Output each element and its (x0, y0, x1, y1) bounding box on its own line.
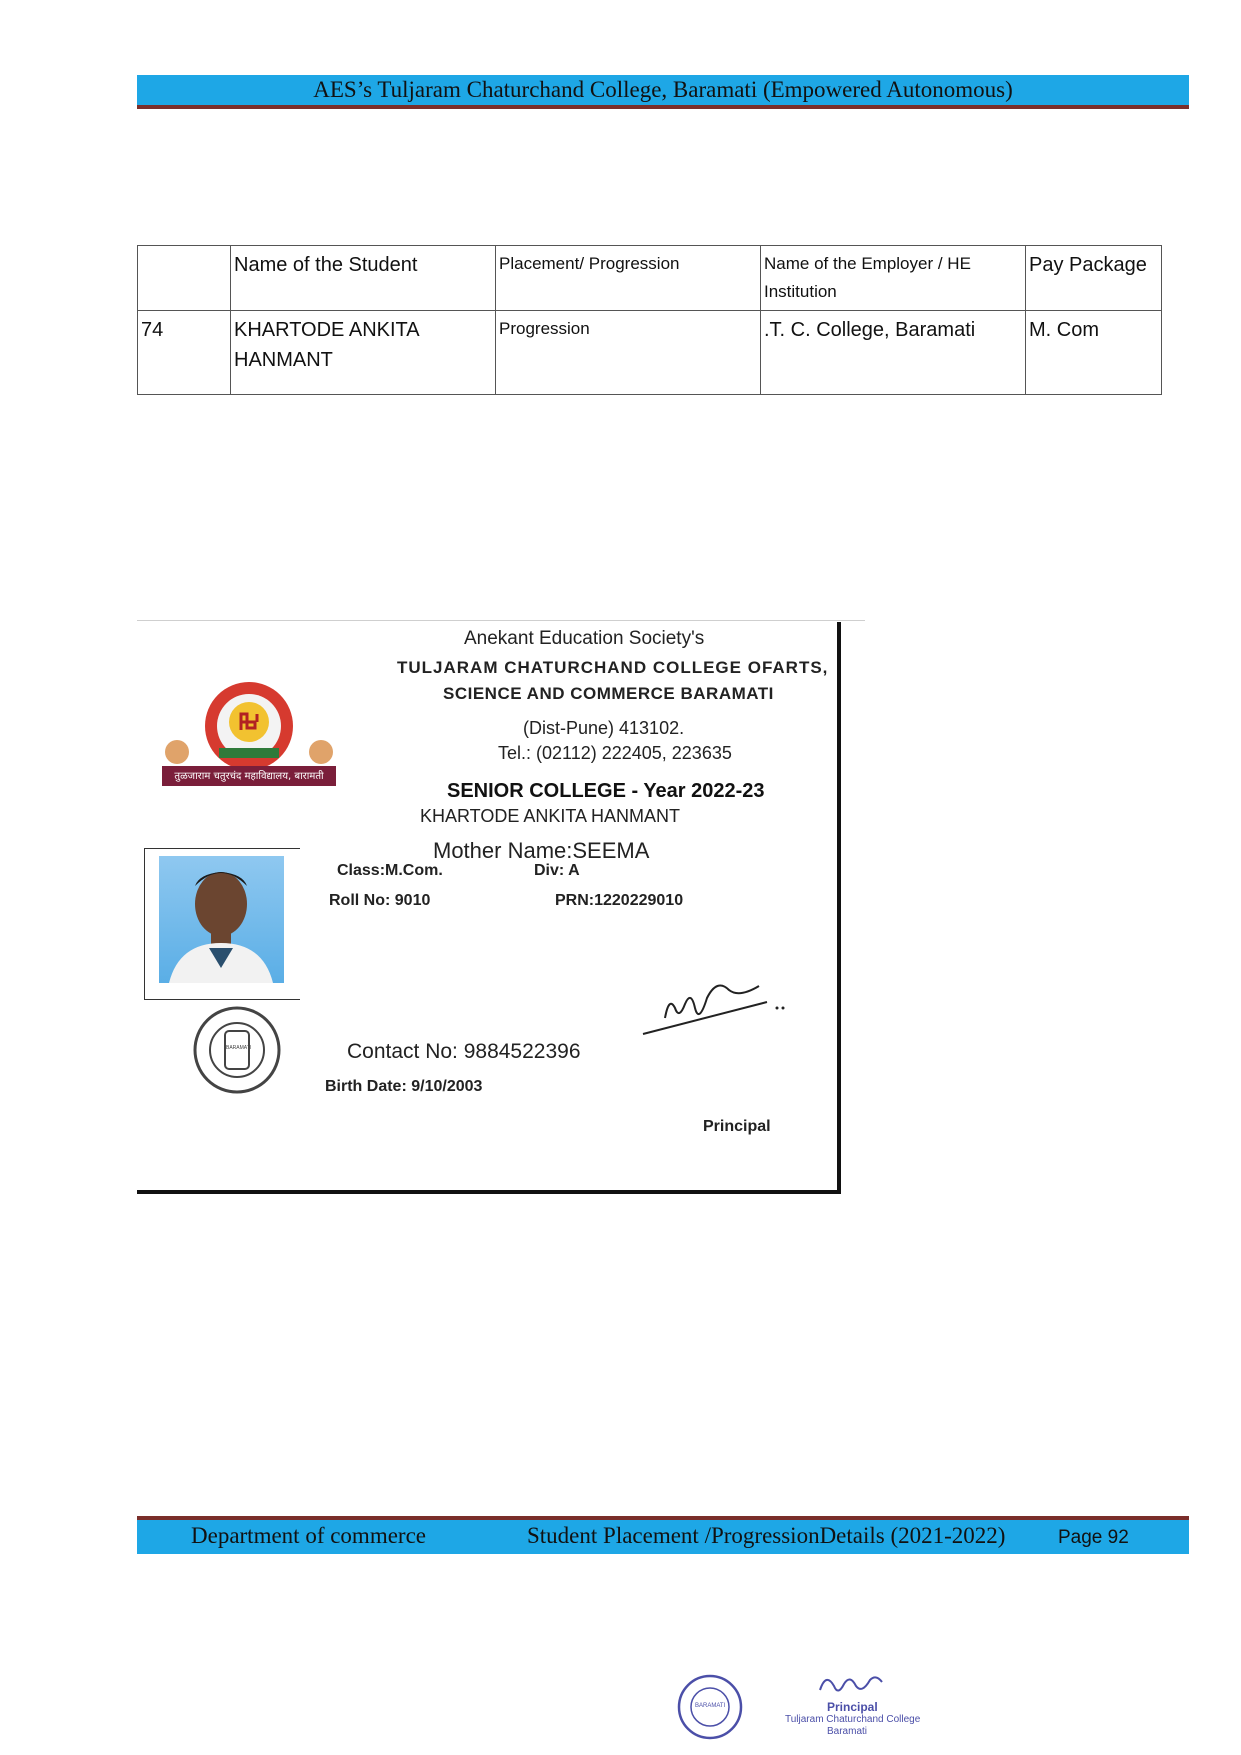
student-id-card (137, 620, 842, 1192)
college-address: (Dist-Pune) 413102. (523, 718, 685, 738)
card-birth-date: Birth Date: 9/10/2003 (325, 1078, 483, 1095)
page-header (137, 75, 1189, 109)
card-student-name: KHARTODE ANKITA HANMANT (420, 806, 681, 826)
college-logo (159, 678, 339, 798)
bottom-college-name: Tuljaram Chaturchand College (785, 1714, 921, 1725)
card-principal-label: Principal (703, 1118, 771, 1135)
college-name-line2: SCIENCE AND COMMERCE BARAMATI (443, 684, 774, 703)
college-telephone: Tel.: (02112) 222405, 223635 (498, 743, 732, 763)
table-header-row (138, 246, 1162, 311)
table-header-cell (138, 246, 231, 311)
footer-title: Student Placement /ProgressionDetails (2021-2022) (527, 1523, 1006, 1548)
placement-table (137, 245, 1162, 395)
table-cell: KHARTODE ANKITA HANMANT (231, 311, 496, 395)
bottom-signature-block (675, 1670, 935, 1750)
college-stamp (187, 1005, 287, 1095)
card-section: SENIOR COLLEGE - Year 2022-23 (447, 780, 765, 802)
bottom-principal: Principal (827, 1700, 878, 1714)
table-header-cell: Name of the Student (231, 246, 496, 311)
table-header-cell: Pay Package (1026, 246, 1162, 311)
header-title: AES’s Tuljaram Chaturchand College, Baramati (Empowered Autonomous) (313, 77, 1013, 102)
card-roll-no: Roll No: 9010 (329, 892, 431, 909)
bottom-stamp-text: BARAMATI (695, 1703, 726, 1709)
table-cell: Progression (496, 311, 761, 395)
student-photo-image (159, 856, 284, 983)
principal-signature (637, 972, 797, 1047)
footer-page-number: Page 92 (1058, 1527, 1129, 1548)
card-contact: Contact No: 9884522396 (347, 1040, 581, 1063)
table-cell: M. Com (1026, 311, 1162, 395)
table-header-cell: Placement/ Progression (496, 246, 761, 311)
bottom-signature-icon (812, 1670, 892, 1700)
card-class: Class:M.Com. (337, 862, 443, 879)
logo-banner-text: तुळजाराम चतुरचंद महाविद्यालय, बारामती (174, 771, 324, 782)
table-cell: 74 (138, 311, 231, 395)
stamp-text: BARAMATI (226, 1045, 252, 1051)
college-name-line1: TULJARAM CHATURCHAND COLLEGE OFARTS, (397, 658, 829, 677)
card-prn: PRN:1220229010 (555, 892, 684, 909)
footer-department: Department of commerce (191, 1523, 426, 1548)
society-name: Anekant Education Society's (464, 628, 705, 649)
card-div: Div: A (534, 862, 580, 879)
page-footer (137, 1516, 1189, 1554)
bottom-college-city: Baramati (827, 1726, 868, 1737)
student-photo (159, 856, 284, 983)
table-header-cell: Name of the Employer / HE Institution (761, 246, 1026, 311)
table-row (138, 311, 1162, 395)
table-cell: .T. C. College, Baramati (761, 311, 1026, 395)
mother-name: Mother Name:SEEMA (433, 838, 650, 863)
